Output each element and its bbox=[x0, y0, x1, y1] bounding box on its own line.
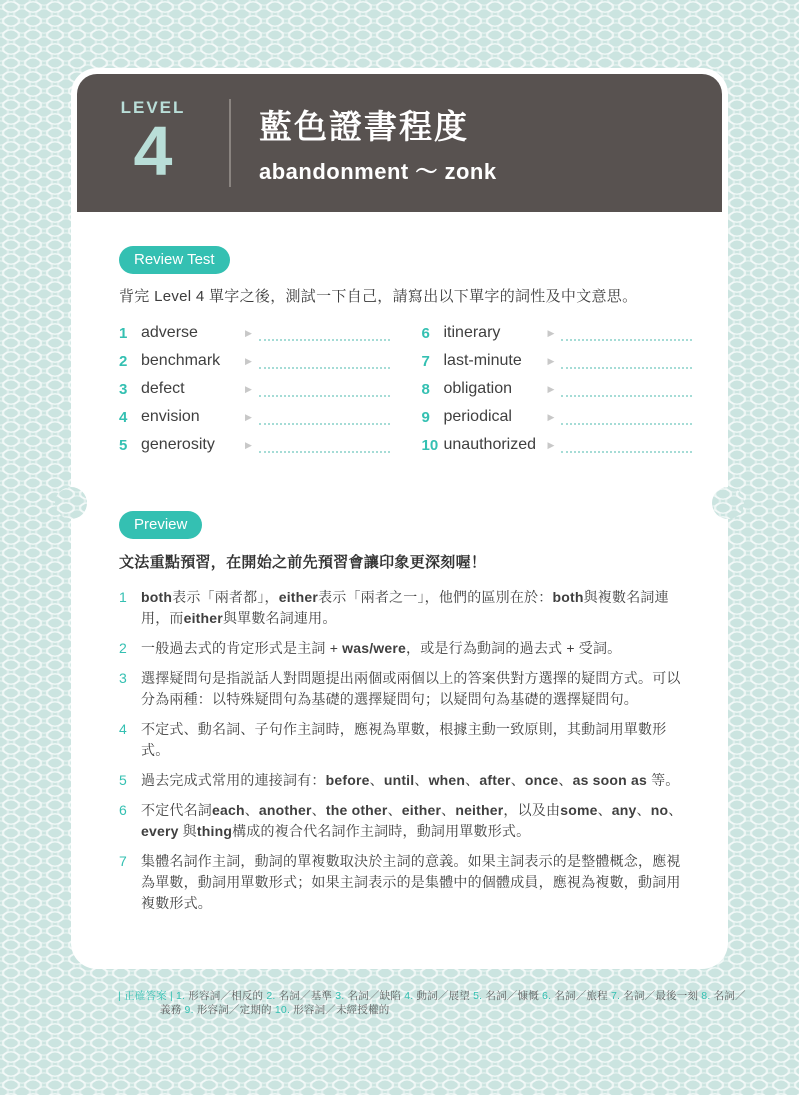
answer-blank-line bbox=[259, 410, 390, 425]
word-number: 7 bbox=[421, 352, 430, 370]
triangle-right-icon: ▶ bbox=[245, 383, 252, 394]
answer-blank-line bbox=[561, 410, 692, 425]
word-text: adverse bbox=[141, 324, 198, 341]
answer-item: 5. 名詞／慷慨 bbox=[473, 990, 539, 1002]
word-number: 4 bbox=[119, 408, 128, 426]
grammar-point bbox=[119, 668, 694, 710]
triangle-right-icon: ▶ bbox=[245, 327, 252, 338]
title-block bbox=[259, 101, 497, 186]
point-text: both表示「兩者都」，either表示「兩者之一」，他們的區別在於：both與複數名詞連用，而either與單數名詞連用。 bbox=[141, 589, 669, 626]
answer-number: 10. bbox=[274, 1003, 291, 1016]
triangle-right-icon: ▶ bbox=[547, 411, 555, 422]
word-text: unauthorized bbox=[443, 436, 537, 453]
point-text: 選擇疑問句是指説話人對問題提出兩個或兩個以上的答案供對方選擇的疑問方式。可以分為兩種：以特殊疑問句為基礎的選擇疑問句；以疑問句為基礎的選擇疑問句。 bbox=[141, 670, 681, 707]
card-header bbox=[77, 74, 722, 212]
header-divider bbox=[229, 99, 231, 187]
word-number: 3 bbox=[119, 380, 128, 398]
word-text: generosity bbox=[141, 436, 215, 453]
word-row bbox=[119, 375, 390, 403]
answer-number: 8. bbox=[701, 990, 711, 1002]
word-number: 1 bbox=[119, 324, 128, 342]
answer-item: 1. 形容詞／相反的 bbox=[176, 990, 264, 1002]
word-text: obligation bbox=[443, 380, 512, 397]
answer-item: 10. 形容詞／未經授權的 bbox=[274, 1003, 390, 1016]
grammar-point bbox=[119, 587, 694, 629]
word-number: 8 bbox=[421, 380, 430, 398]
level-number: 4 bbox=[133, 111, 173, 190]
answer-blank-line bbox=[561, 438, 692, 453]
answer-item: 8. 名詞／義務 bbox=[160, 990, 746, 1016]
word-number: 9 bbox=[421, 408, 430, 426]
answer-number: 4. bbox=[404, 990, 414, 1002]
review-test-badge: Review Test bbox=[119, 246, 230, 274]
triangle-right-icon: ▶ bbox=[547, 383, 555, 394]
point-text: 不定式、動名詞、子句作主詞時，應視為單數，根據主動一致原則，其動詞用單數形式。 bbox=[141, 721, 667, 758]
word-row bbox=[119, 319, 390, 347]
page-title: 藍色證書程度 bbox=[259, 107, 469, 145]
point-number: 6 bbox=[119, 802, 127, 818]
answer-blank-line bbox=[259, 382, 390, 397]
word-text: benchmark bbox=[141, 352, 221, 369]
word-row bbox=[422, 431, 693, 459]
answer-number: 9. bbox=[184, 1003, 194, 1016]
answer-key-label: | 正確答案 | bbox=[118, 990, 173, 1002]
answer-blank-line bbox=[561, 382, 692, 397]
answer-number: 1. bbox=[176, 990, 186, 1002]
point-text: 不定代名詞each、another、the other、either、neither，以及由some、any、no、every 與thing構成的複合代名詞作主詞時，動詞用單數形式。 bbox=[141, 802, 683, 839]
preview-section bbox=[71, 459, 728, 914]
triangle-right-icon: ▶ bbox=[245, 411, 252, 422]
point-text: 集體名詞作主詞，動詞的單複數取決於主詞的意義。如果主詞表示的是整體概念，應視為單數，動詞用單數形式；如果主詞表示的是集體中的個體成員，應視為複數，動詞用複數形式。 bbox=[141, 853, 681, 911]
triangle-right-icon: ▶ bbox=[245, 439, 252, 450]
word-row bbox=[422, 403, 693, 431]
point-number: 7 bbox=[119, 853, 127, 869]
grammar-point bbox=[119, 770, 694, 791]
triangle-right-icon: ▶ bbox=[245, 355, 252, 366]
grammar-point bbox=[119, 638, 694, 659]
point-number: 3 bbox=[119, 670, 127, 686]
answer-number: 5. bbox=[473, 990, 483, 1002]
answer-blank-line bbox=[259, 326, 390, 341]
review-test-section bbox=[71, 212, 728, 459]
word-number: 5 bbox=[119, 436, 128, 454]
answer-item: 3. 名詞／缺陷 bbox=[335, 990, 402, 1002]
word-row bbox=[119, 347, 390, 375]
answer-number: 3. bbox=[335, 990, 345, 1002]
card-notch-left bbox=[55, 487, 87, 519]
answer-blank-line bbox=[561, 354, 692, 369]
answer-item: 6. 名詞／旅程 bbox=[542, 990, 608, 1002]
answer-blank-line bbox=[259, 354, 390, 369]
point-number: 5 bbox=[119, 772, 127, 788]
word-row bbox=[422, 347, 693, 375]
answer-blank-line bbox=[259, 438, 390, 453]
word-text: periodical bbox=[443, 408, 512, 425]
review-instruction: 背完 Level 4 單字之後，測試一下自己，請寫出以下單字的詞性及中文意思。 bbox=[119, 288, 638, 305]
grammar-point bbox=[119, 719, 694, 761]
grammar-point bbox=[119, 851, 694, 914]
answer-number: 6. bbox=[542, 990, 552, 1002]
level-badge bbox=[77, 97, 229, 190]
answer-item: 2. 名詞／基準 bbox=[266, 990, 333, 1002]
word-text: last-minute bbox=[443, 352, 522, 369]
triangle-right-icon: ▶ bbox=[547, 327, 555, 338]
word-row bbox=[119, 403, 390, 431]
word-number: 10 bbox=[421, 436, 439, 454]
vocab-card bbox=[71, 68, 728, 969]
answer-item: 9. 形容詞／定期的 bbox=[184, 1003, 272, 1016]
preview-intro: 文法重點預習，在開始之前先預習會讓印象更深刻喔！ bbox=[119, 554, 487, 571]
answer-item: 7. 名詞／最後一刻 bbox=[610, 990, 699, 1002]
word-row bbox=[422, 375, 693, 403]
word-row bbox=[422, 319, 693, 347]
point-number: 2 bbox=[119, 640, 127, 656]
word-list bbox=[119, 319, 692, 459]
word-text: envision bbox=[141, 408, 200, 425]
grammar-points-list bbox=[119, 587, 694, 914]
answer-number: 7. bbox=[610, 990, 621, 1002]
answer-blank-line bbox=[561, 326, 692, 341]
word-text: defect bbox=[141, 380, 185, 397]
word-row bbox=[119, 431, 390, 459]
point-number: 4 bbox=[119, 721, 127, 737]
answer-item: 4. 動詞／展望 bbox=[404, 990, 470, 1002]
word-text: itinerary bbox=[443, 324, 501, 341]
card-notch-right bbox=[712, 487, 744, 519]
point-text: 一般過去式的肯定形式是主詞 + was/were，或是行為動詞的過去式 + 受詞。 bbox=[141, 640, 622, 656]
answer-key bbox=[118, 990, 756, 1017]
answer-number: 2. bbox=[266, 990, 276, 1002]
grammar-point bbox=[119, 800, 694, 842]
preview-badge: Preview bbox=[119, 511, 202, 539]
triangle-right-icon: ▶ bbox=[547, 439, 555, 450]
word-number: 2 bbox=[119, 352, 128, 370]
triangle-right-icon: ▶ bbox=[547, 355, 555, 366]
page-subtitle: abandonment ～ zonk bbox=[259, 158, 497, 184]
word-number: 6 bbox=[421, 324, 430, 342]
point-number: 1 bbox=[119, 589, 127, 605]
point-text: 過去完成式常用的連接詞有：before、until、when、after、once、as soon as 等。 bbox=[141, 772, 680, 788]
level-label: LEVEL bbox=[120, 97, 186, 117]
